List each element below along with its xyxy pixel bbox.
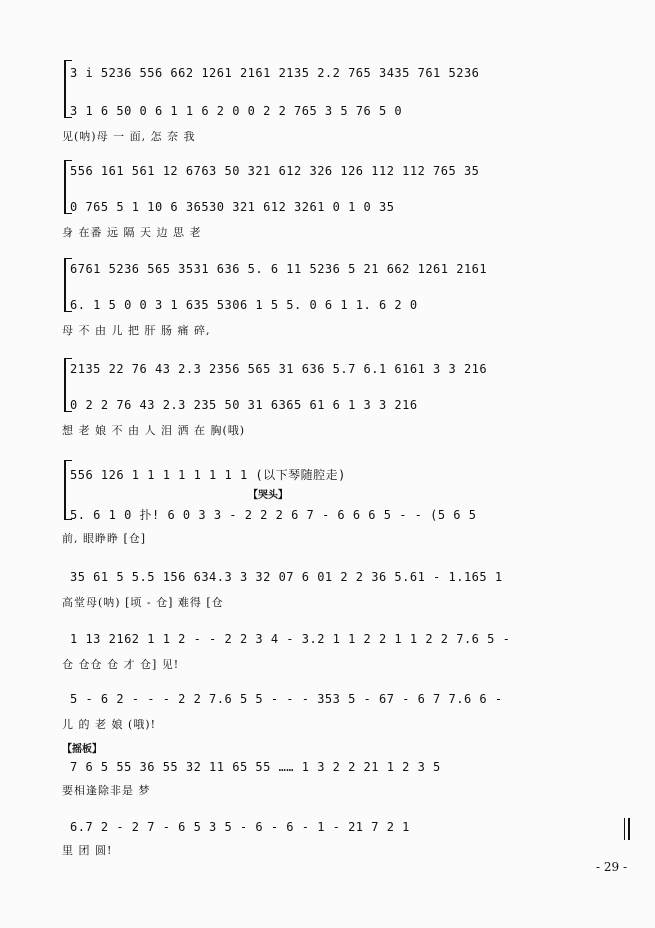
section-label-sigh: 【哭头】 [248,490,288,501]
final-barline-thick [628,818,630,840]
score-line-bottom: 3 1 6 50 0 6 1 1 6 2 0 0 2 2 765 3 5 76 5 0 [70,104,403,118]
score-line-bottom: 6. 1 5 0 0 3 1 635 5306 1 5 5. 0 6 1 1. 6 2 0 [70,298,418,312]
score-line-top: 3 i 5236 556 662 1261 2161 2135 2.2 765 3435 761 5236 [70,66,480,80]
score-line-top: 2135 22 76 43 2.3 2356 565 31 636 5.7 6.1 6161 3 3 216 [70,362,488,376]
lyric-line: 要相逢除非是 梦 [62,784,151,797]
lyric-line: 身 在番 远 隔 天 边 思 老 [62,226,202,239]
score-line-top: 556 126 1 1 1 1 1 1 1 1 (以下琴随腔走) [70,468,346,482]
score-line: 5 - 6 2 - - - 2 2 7.6 5 5 - - - 353 5 - 67 - 6 7 7.6 6 - [70,692,503,706]
final-barline-thin [624,818,625,840]
score-line-top: 6761 5236 565 3531 636 5. 6 11 5236 5 21 662 1261 2161 [70,262,488,276]
lyric-line: 母 不 由 儿 把 肝 肠 痛 碎, [62,324,211,337]
score-line: 1 13 2162 1 1 2 - - 2 2 3 4 - 3.2 1 1 2 2 1 1 2 2 7.6 5 - [70,632,511,646]
score-line-top: 556 161 561 12 6763 50 321 612 326 126 112 112 765 35 [70,164,480,178]
lyric-line: 儿 的 老 娘 (哦)! [62,718,156,731]
score-line: 35 61 5 5.5 156 634.3 3 32 07 6 01 2 2 36 5.61 - 1.165 1 [70,570,503,584]
lyric-line: 里 团 圆! [62,844,113,857]
section-label-board: 【摇板】 [62,744,102,755]
lyric-line: 高堂母(呐) [顷 - 仓] 难得 [仓 [62,596,224,609]
lyric-line: 仓 仓仓 仓 才 仓] 见! [62,658,180,671]
lyric-line: 前, 眼睁睁 [仓] [62,532,147,545]
page-number: - 29 - [595,860,627,874]
score-line-bottom: 0 765 5 1 10 6 36530 321 612 3261 0 1 0 35 [70,200,395,214]
score-line-bottom: 5. 6 1 0 扑! 6 0 3 3 - 2 2 2 6 7 - 6 6 6 5 - - (5 6 5 [70,508,477,522]
lyric-line: 想 老 娘 不 由 人 泪 洒 在 胸(哦) [62,424,246,437]
lyric-line: 见(呐)母 一 面, 怎 奈 我 [62,130,196,143]
score-line: 7 6 5 55 36 55 32 11 65 55 …… 1 3 2 2 21 1 2 3 5 [70,760,441,774]
score-line-bottom: 0 2 2 76 43 2.3 235 50 31 6365 61 6 1 3 3 216 [70,398,418,412]
score-line: 6.7 2 - 2 7 - 6 5 3 5 - 6 - 6 - 1 - 21 7 2 1 [70,820,410,834]
